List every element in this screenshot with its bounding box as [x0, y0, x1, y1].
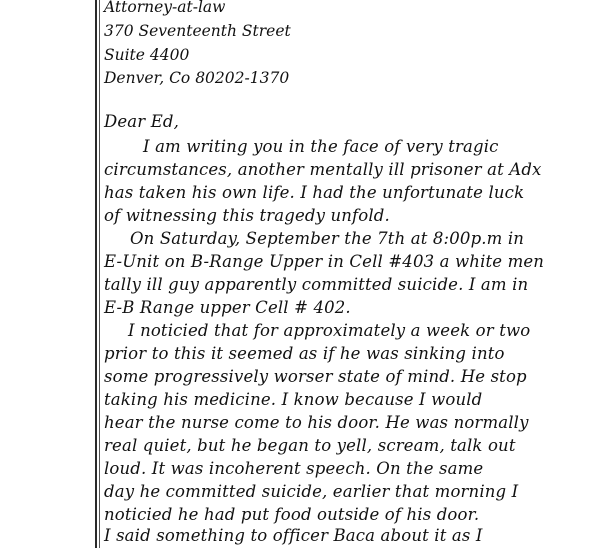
body-line: I said something to officer Baca about it as I [104, 526, 483, 545]
body-line: E-Unit on B-Range Upper in Cell #403 a white men [104, 252, 545, 271]
body-line: some progressively worser state of mind. He stop [104, 367, 527, 386]
body-line: I am writing you in the face of very tragic [143, 137, 499, 156]
body-line: hear the nurse come to his door. He was normally [104, 413, 529, 432]
body-line: taking his medicine. I know because I would [104, 390, 483, 409]
margin-rule-inner [99, 0, 100, 548]
body-line: real quiet, but he began to yell, scream, talk out [104, 436, 516, 455]
body-line: circumstances, another mentally ill prisoner at Adx [104, 160, 542, 179]
body-line: E-B Range upper Cell # 402. [104, 298, 351, 317]
body-line: tally ill guy apparently committed suicide. I am in [104, 275, 529, 294]
body-line: I noticied that for approximately a week or two [128, 321, 531, 340]
body-line: has taken his own life. I had the unfortunate luck [104, 183, 525, 202]
body-line: On Saturday, September the 7th at 8:00p.m in [130, 229, 525, 248]
salutation: Dear Ed, [104, 112, 180, 131]
body-line: prior to this it seemed as if he was sinking into [104, 344, 505, 363]
body-line: noticied he had put food outside of his door. [104, 505, 480, 524]
address-line-street: 370 Seventeenth Street [104, 22, 291, 40]
body-line: of witnessing this tragedy unfold. [104, 206, 390, 225]
margin-rule [95, 0, 97, 548]
address-line-city: Denver, Co 80202-1370 [104, 69, 290, 87]
address-line-suite: Suite 4400 [104, 46, 190, 64]
body-line: loud. It was incoherent speech. On the same [104, 459, 484, 478]
address-line-title: Attorney-at-law [104, 0, 226, 16]
body-line: day he committed suicide, earlier that morning I [104, 482, 519, 501]
